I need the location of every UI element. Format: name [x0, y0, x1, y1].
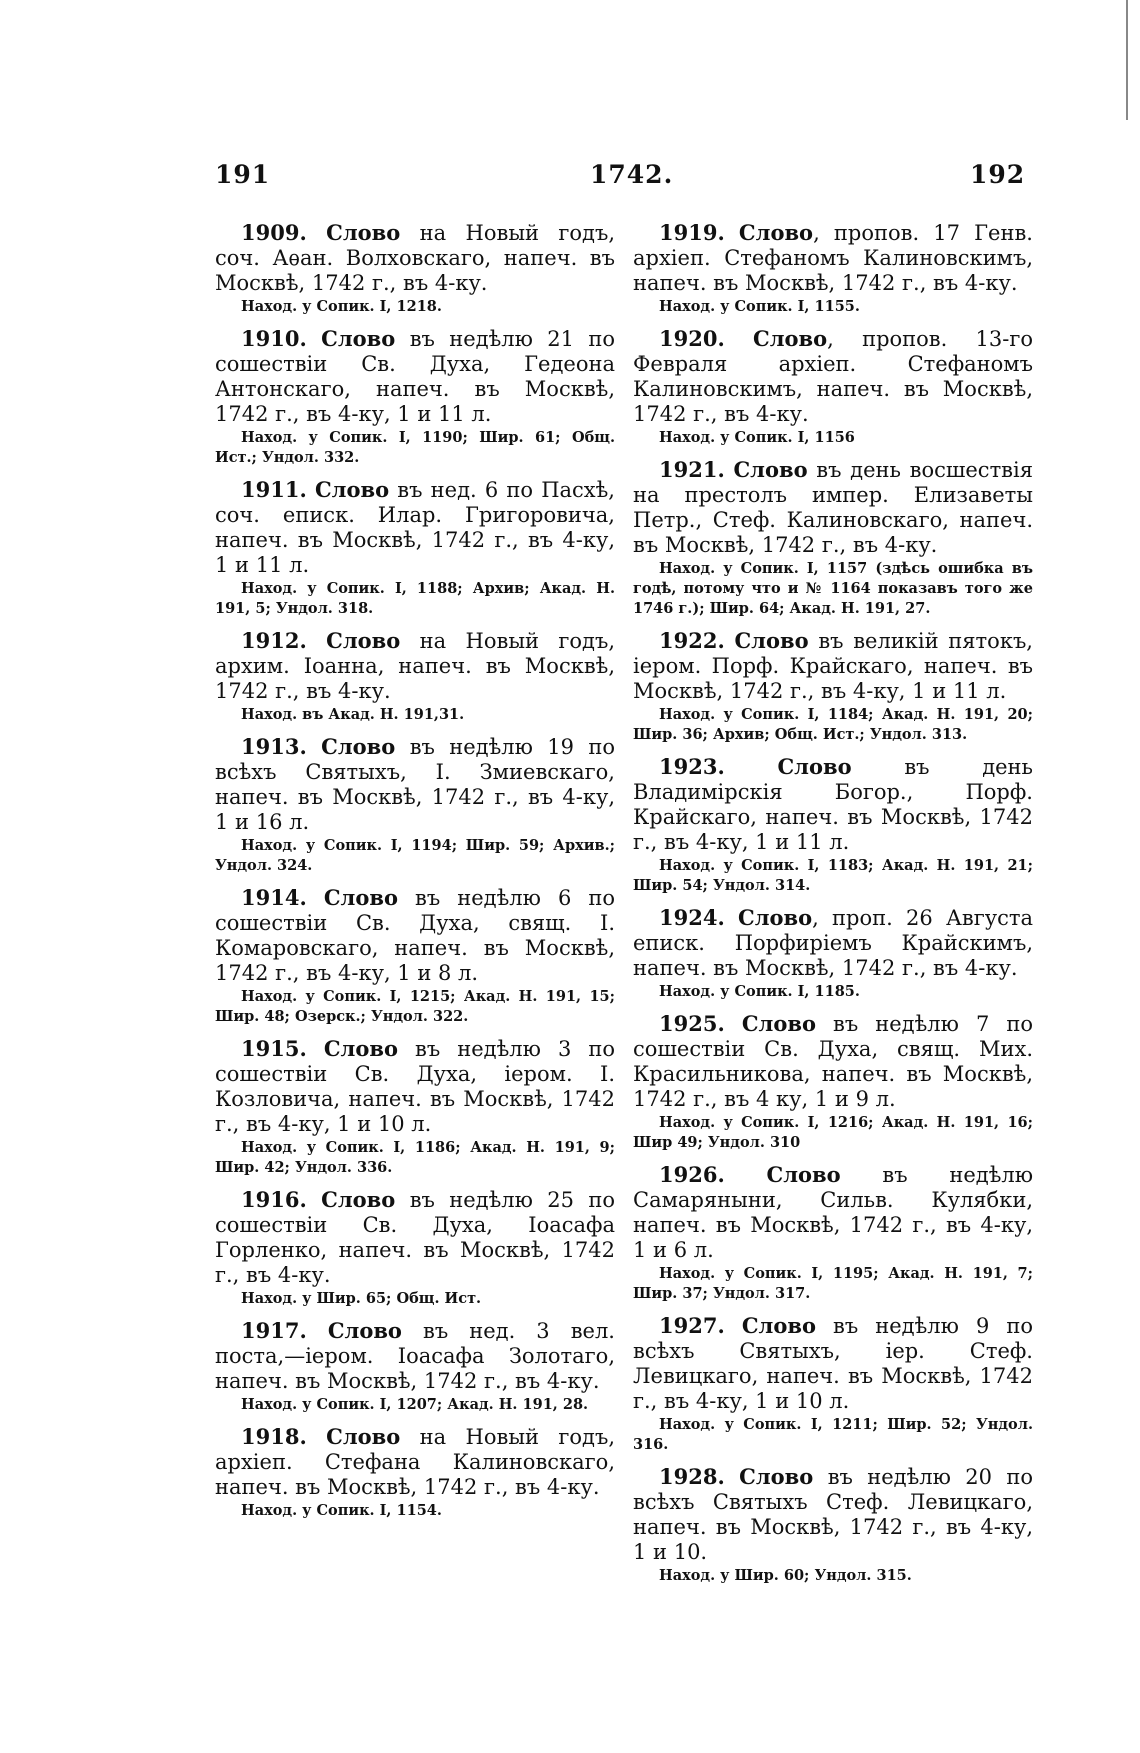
entry-text: , проп. 26 Августа еписк. Порфиріемъ Крайскимъ, напеч. въ Москвѣ, 1742 г., въ 4-ку. [633, 906, 1033, 980]
entry [215, 220, 615, 317]
entry-number: 1916. [241, 1187, 307, 1212]
entry-note: Наход. у Сопик. I, 1155. [659, 298, 860, 315]
entry-number: 1923. [659, 754, 725, 779]
entry-text: на Новый годъ, архіеп. Стефана Калиновскаго, напеч. въ Москвѣ, 1742 г., въ 4-ку. [215, 1425, 615, 1499]
entry-text: въ недѣлю 7 по сошествіи Св. Духа, свящ. Мих. Красильникова, напеч. въ Москвѣ, 1742 г., въ 4 ку, 1 и 9 л. [633, 1012, 1033, 1111]
entry-number: 1915. [241, 1036, 307, 1061]
running-header-year: 1742. [590, 160, 674, 189]
entry [633, 754, 1033, 896]
entry-number: 1927. [659, 1313, 725, 1338]
entry-title: Слово [326, 1424, 401, 1449]
entry-text: въ день восшествія на престолъ импер. Елизаветы Петр., Стеф. Калиновскаго, напеч. въ Москвѣ, 1742 г., въ 4-ку. [633, 458, 1033, 557]
entry [633, 326, 1033, 448]
entry-number: 1910. [241, 326, 307, 351]
entry-note: Наход. у Сопик. I, 1207; Акад. Н. 191, 28. [241, 1396, 589, 1413]
entry-note: Наход. у Шир. 65; Общ. Ист. [241, 1290, 482, 1307]
entry-text: въ нед. 6 по Пасхѣ, соч. еписк. Илар. Григоровича, напеч. въ Москвѣ, 1742 г., въ 4-ку, 1 и 11 л. [215, 478, 615, 577]
entry-note: Наход. у Сопик. I, 1190; Шир. 61; Общ. Ист.; Ундол. 332. [215, 429, 615, 466]
entry-note: Наход. у Сопик. I, 1156 [659, 429, 855, 446]
entry-number: 1925. [659, 1011, 725, 1036]
entry [633, 1162, 1033, 1304]
entry-title: Слово [326, 220, 401, 245]
entry-text: въ недѣлю 9 по всѣхъ Святыхъ, іер. Стеф. Левицкаго, напеч. въ Москвѣ, 1742 г., въ 4-ку, 1 и 10 л. [633, 1314, 1033, 1413]
entry-number: 1912. [241, 628, 307, 653]
entry-note: Наход. у Сопик. I, 1183; Акад. Н. 191, 21; Шир. 54; Ундол. 314. [633, 857, 1033, 894]
entry-title: Слово [321, 326, 396, 351]
entry-title: Слово [314, 477, 390, 502]
entry [633, 1313, 1033, 1455]
entry-title: Слово [741, 1011, 816, 1036]
right-column [633, 220, 1033, 1595]
entry-note: Наход. у Сопик. I, 1185. [659, 983, 860, 1000]
scan-edge-line [1126, 0, 1128, 120]
entry [633, 220, 1033, 317]
entry-title: Слово [327, 1318, 402, 1343]
entry-number: 1924. [659, 905, 725, 930]
entry-title: Слово [738, 220, 814, 245]
entry [633, 1011, 1033, 1153]
entry-title: Слово [323, 885, 398, 910]
entry-number: 1926. [659, 1162, 725, 1187]
entry-number: 1919. [659, 220, 725, 245]
entry-text: въ недѣлю 3 по сошествіи Св. Духа, іером. I. Козловича, напеч. въ Москвѣ, 1742 г., въ 4-ку, 1 и 10 л. [215, 1037, 615, 1136]
entry-text: въ недѣлю 19 по всѣхъ Святыхъ, I. Змиевскаго, напеч. въ Москвѣ, 1742 г., въ 4-ку, 1 и 16 л. [215, 735, 615, 834]
entry-text: на Новый годъ, архим. Іоанна, напеч. въ Москвѣ, 1742 г., въ 4-ку. [215, 629, 615, 703]
entry-note: Наход. у Сопик. I, 1215; Акад. Н. 191, 15; Шир. 48; Озерск.; Ундол. 322. [215, 988, 615, 1025]
entry-note: Наход. въ Акад. Н. 191,31. [241, 706, 465, 723]
entry-text: на Новый годъ, соч. Аѳан. Волховскаго, напеч. въ Москвѣ, 1742 г., въ 4-ку. [215, 221, 615, 295]
entry-number: 1909. [241, 220, 307, 245]
entry [633, 457, 1033, 619]
entry-text: въ недѣлю Самаряныни, Сильв. Кулябки, напеч. въ Москвѣ, 1742 г., въ 4-ку, 1 и 6 л. [633, 1163, 1033, 1262]
entry-number: 1921. [659, 457, 725, 482]
entry [215, 1318, 615, 1415]
entry-note: Наход. у Сопик. I, 1154. [241, 1502, 442, 1519]
entry-number: 1917. [241, 1318, 307, 1343]
entry-text: , пропов. 17 Генв. архіеп. Стефаномъ Калиновскимъ, напеч. въ Москвѣ, 1742 г., въ 4-ку. [633, 221, 1033, 295]
entry [215, 628, 615, 725]
entry [215, 1424, 615, 1521]
entry-title: Слово [741, 1313, 816, 1338]
entry-number: 1922. [659, 628, 725, 653]
entry-note: Наход. у Сопик. I, 1194; Шир. 59; Архив.; Ундол. 324. [215, 837, 615, 874]
entry-title: Слово [734, 628, 809, 653]
entry-number: 1913. [241, 734, 307, 759]
entry-number: 1911. [241, 477, 307, 502]
entry [215, 326, 615, 468]
entry-title: Слово [321, 734, 396, 759]
entry-title: Слово [323, 1036, 398, 1061]
entry-title: Слово [738, 905, 813, 930]
entry-text: , пропов. 13-го Февраля архіеп. Стефаномъ Калиновскимъ, напеч. въ Москвѣ, 1742 г., въ 4-ку. [633, 327, 1033, 426]
entry-number: 1920. [659, 326, 725, 351]
entry [215, 734, 615, 876]
entry-note: Наход. у Шир. 60; Ундол. 315. [659, 1567, 912, 1584]
entry [215, 1187, 615, 1309]
right-page-number: 192 [970, 160, 1026, 189]
entry-text: въ недѣлю 25 по сошествіи Св. Духа, Іоасафа Горленко, напеч. въ Москвѣ, 1742 г., въ 4-ку. [215, 1188, 615, 1287]
entry-note: Наход. у Сопик. I, 1216; Акад. Н. 191, 16; Шир 49; Ундол. 310 [633, 1114, 1033, 1151]
entry-note: Наход. у Сопик. I, 1186; Акад. Н. 191, 9; Шир. 42; Ундол. 336. [215, 1139, 615, 1176]
entry [633, 905, 1033, 1002]
entry [215, 477, 615, 619]
entry-title: Слово [766, 1162, 841, 1187]
entry [215, 1036, 615, 1178]
entry-note: Наход. у Сопик. I, 1184; Акад. Н. 191, 20; Шир. 36; Архив; Общ. Ист.; Ундол. 313. [633, 706, 1033, 743]
left-column [215, 220, 615, 1530]
entry-note: Наход. у Сопик. I, 1195; Акад. Н. 191, 7; Шир. 37; Ундол. 317. [633, 1265, 1033, 1302]
entry-title: Слово [753, 326, 828, 351]
entry-note: Наход. у Сопик. I, 1188; Архив; Акад. Н. 191, 5; Ундол. 318. [215, 580, 615, 617]
entry-title: Слово [739, 1464, 814, 1489]
entry-number: 1918. [241, 1424, 307, 1449]
entry-title: Слово [321, 1187, 396, 1212]
entry-text: въ недѣлю 6 по сошествіи Св. Духа, свящ. I. Комаровскаго, напеч. въ Москвѣ, 1742 г., въ 4-ку, 1 и 8 л. [215, 886, 615, 985]
entry-text: въ день Владимірскія Богор., Порф. Крайскаго, напеч. въ Москвѣ, 1742 г., въ 4-ку, 1 и 11 л. [633, 755, 1033, 854]
entry-text: въ великій пятокъ, іером. Порф. Крайскаго, напеч. въ Москвѣ, 1742 г., въ 4-ку, 1 и 11 л. [633, 629, 1033, 703]
left-page-number: 191 [215, 160, 271, 189]
entry-text: въ недѣлю 21 по сошествіи Св. Духа, Гедеона Антонскаго, напеч. въ Москвѣ, 1742 г., въ 4-ку, 1 и 11 л. [215, 327, 615, 426]
entry-text: въ нед. 3 вел. поста,—іером. Іоасафа Золотаго, напеч. въ Москвѣ, 1742 г., въ 4-ку. [215, 1319, 615, 1393]
entry-note: Наход. у Сопик. I, 1211; Шир. 52; Ундол. 316. [633, 1416, 1033, 1453]
entry-note: Наход. у Сопик. I, 1218. [241, 298, 442, 315]
entry-title: Слово [733, 457, 808, 482]
entry-number: 1914. [241, 885, 307, 910]
entry-number: 1928. [659, 1464, 725, 1489]
entry-note: Наход. у Сопик. I, 1157 (здѣсь ошибка въ годѣ, потому что и № 1164 показавъ того же 1746 г.); Шир. 64; Акад. Н. 191, 27. [633, 560, 1033, 617]
entry [633, 1464, 1033, 1586]
entry [633, 628, 1033, 745]
entry-text: въ недѣлю 20 по всѣхъ Святыхъ Стеф. Левицкаго, напеч. въ Москвѣ, 1742 г., въ 4-ку, 1 и 10. [633, 1465, 1033, 1564]
entry-title: Слово [777, 754, 852, 779]
entry-title: Слово [326, 628, 401, 653]
entry [215, 885, 615, 1027]
